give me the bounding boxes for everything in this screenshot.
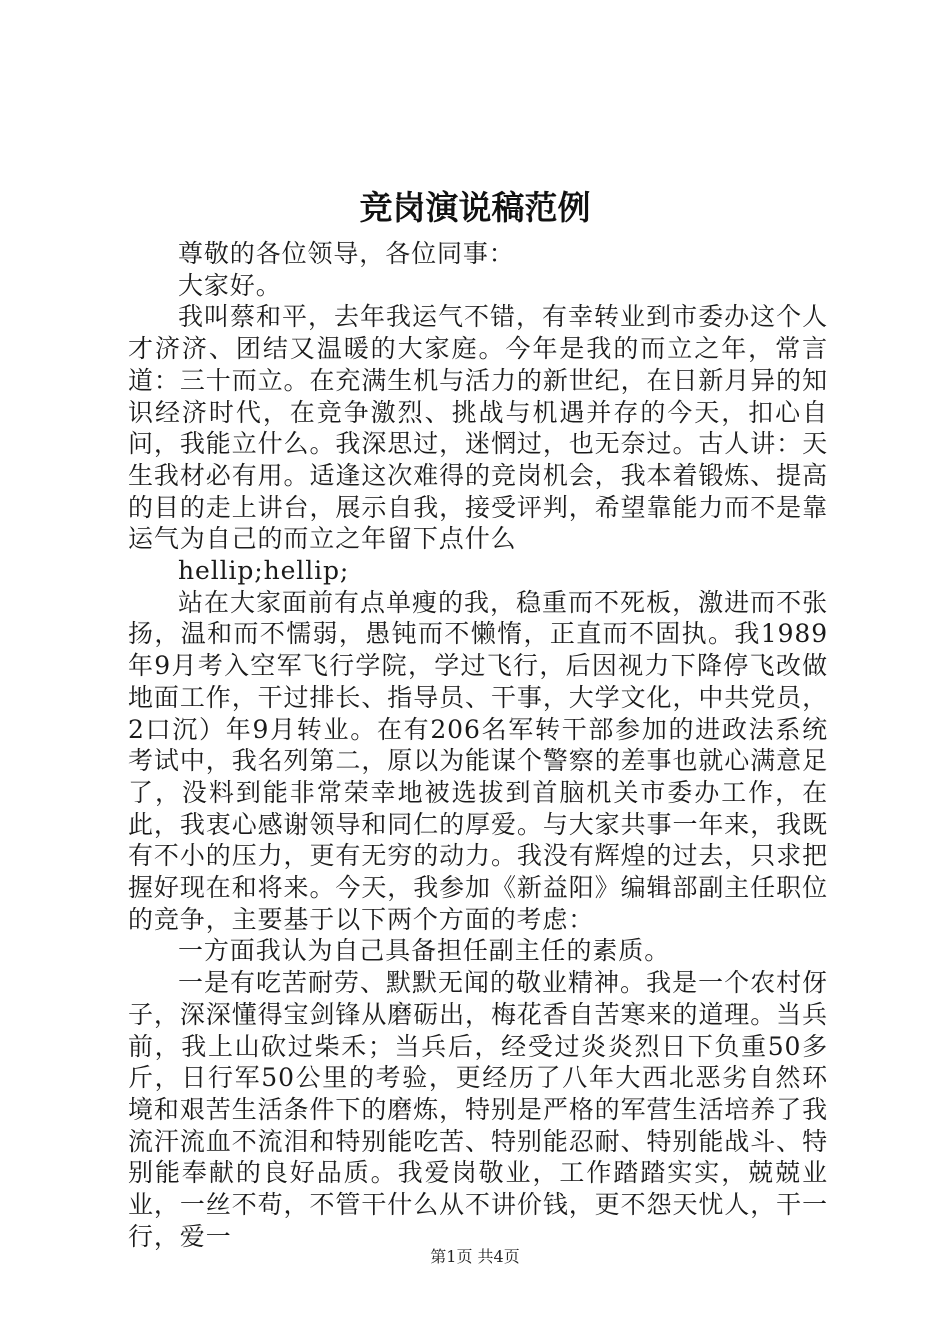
document-title: 竞岗演说稿范例	[359, 188, 591, 227]
paragraph-ellipsis: hellip;hellip;	[178, 556, 350, 586]
paragraph-introduction: 我叫蔡和平，去年我运气不错，有幸转业到市委办这个人才济济、团结又温暖的大家庭。今年是我的而立之年，常言道：三十而立。在充满生机与活力的新世纪，在日新月异的知识经济时代，在竞争激烈、挑战与机遇并存的今天，扣心自问，我能立什么。我深思过，迷惘过，也无奈过。古人讲：天生我材必有用。适逢这次难得的竞岗机会，我本着锻炼、提高的目的走上讲台，展示自我，接受评判，希望靠能力而不是靠运气为自己的而立之年留下点什么	[128, 302, 828, 554]
paragraph-dedication: 一是有吃苦耐劳、默默无闻的敬业精神。我是一个农村伢子，深深懂得宝剑锋从磨砺出，梅花香自苦寒来的道理。当兵前，我上山砍过柴禾；当兵后，经受过炎炎烈日下负重50多斤，日行军50公里的考验，更经历了八年大西北恶劣自然环境和艰苦生活条件下的磨炼，特别是严格的军营生活培养了我流汗流血不流泪和特别能吃苦、特别能忍耐、特别能战斗、特别能奉献的良好品质。我爱岗敬业，工作踏踏实实，兢兢业业，一丝不苟，不管干什么从不讲价钱，更不怨天忧人，干一行，爱一	[128, 968, 828, 1251]
paragraph-greeting: 大家好。	[178, 270, 282, 300]
paragraph-background: 站在大家面前有点单瘦的我，稳重而不死板，激进而不张扬，温和而不懦弱，愚钝而不懒惰，正直而不固执。我1989年9月考入空军飞行学院，学过飞行，后因视力下降停飞改做地面工作，干过排长、指导员、干事，大学文化，中共党员，2口沉）年9月转业。在有206名军转干部参加的进政法系统考试中，我名列第二，原以为能谋个警察的差事也就心满意足了，没料到能非常荣幸地被选拔到首脑机关市委办工作，在此，我衷心感谢领导和同仁的厚爱。与大家共事一年来，我既有不小的压力，更有无穷的动力。我没有辉煌的过去，只求把握好现在和将来。今天，我参加《新益阳》编辑部副主任职位的竞争，主要基于以下两个方面的考虑：	[128, 587, 828, 934]
page-number-footer: 第1页 共4页	[430, 1247, 520, 1266]
paragraph-qualification: 一方面我认为自己具备担任副主任的素质。	[178, 936, 671, 966]
paragraph-salutation: 尊敬的各位领导，各位同事：	[178, 239, 515, 268]
document-body	[128, 238, 828, 1253]
